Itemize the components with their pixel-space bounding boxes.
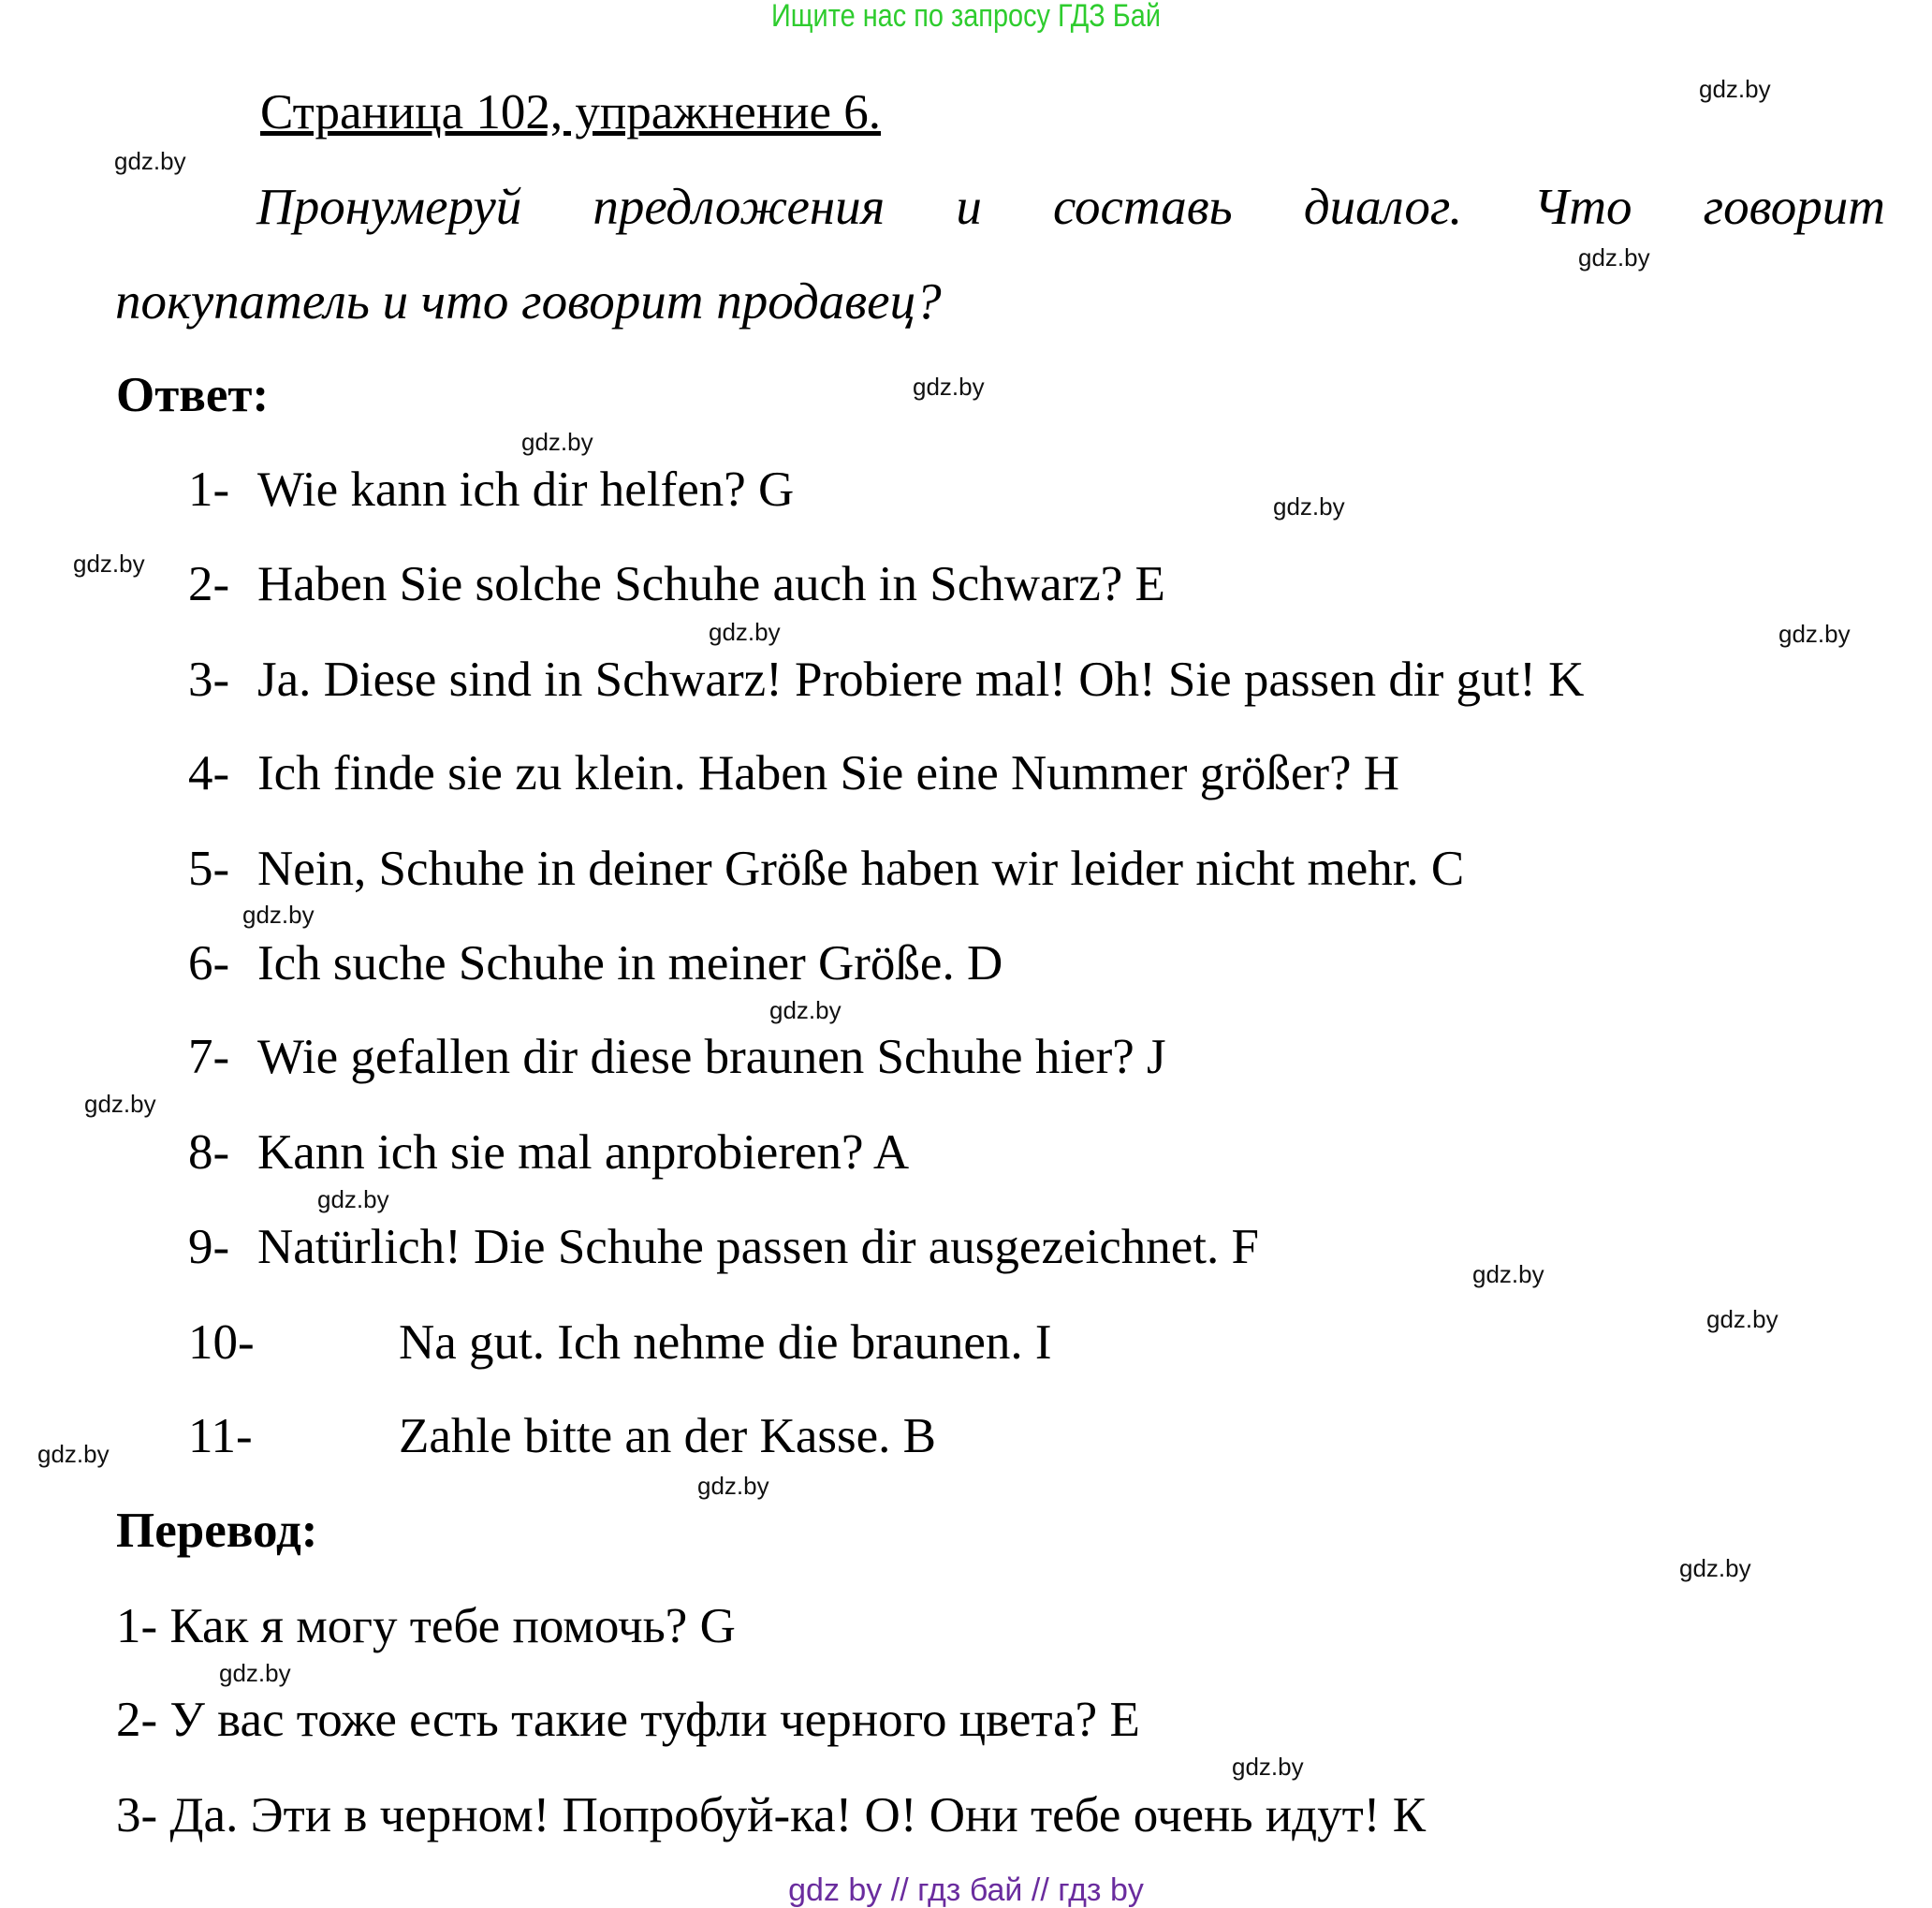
item-text: Na gut. Ich nehme die braunen. I (399, 1315, 1052, 1370)
watermark: gdz.by (1778, 620, 1851, 648)
watermark: gdz.by (697, 1472, 769, 1500)
watermark: gdz.by (114, 147, 186, 175)
item-number: 6- (188, 936, 230, 991)
item-number: 10- (188, 1315, 255, 1370)
watermark: gdz.by (219, 1659, 291, 1687)
watermark: gdz.by (242, 901, 315, 929)
watermark: gdz.by (1472, 1260, 1544, 1288)
watermark: gdz.by (1232, 1753, 1304, 1781)
item-text: Wie kann ich dir helfen? G (257, 462, 795, 517)
watermark: gdz.by (913, 373, 985, 401)
item-number: 11- (188, 1409, 253, 1463)
watermark: gdz.by (317, 1185, 389, 1213)
item-text: Kann ich sie mal anprobieren? A (257, 1125, 910, 1180)
watermark: gdz.by (1699, 75, 1771, 103)
watermark: gdz.by (709, 618, 781, 646)
item-text: Wie gefallen dir diese braunen Schuhe hier? J (257, 1030, 1166, 1084)
translation-heading: Перевод: (116, 1504, 318, 1558)
watermark: gdz.by (1679, 1554, 1751, 1582)
translation-item: 2- У вас тоже есть такие туфли черного цвета? E (116, 1693, 1140, 1747)
item-text: Ich suche Schuhe in meiner Größe. D (257, 936, 1003, 991)
footer-links[interactable]: gdz by // гдз бай // гдз by (788, 1872, 1144, 1908)
search-banner: Ищите нас по запросу ГДЗ Бай (771, 0, 1161, 34)
item-number: 1- (188, 462, 230, 517)
item-text: Natürlich! Die Schuhe passen dir ausgezeichnet. F (257, 1220, 1259, 1274)
item-number: 7- (188, 1030, 230, 1084)
watermark: gdz.by (84, 1090, 156, 1118)
item-number: 9- (188, 1220, 230, 1274)
item-text: Ich finde sie zu klein. Haben Sie eine Nummer größer? H (257, 746, 1400, 800)
item-number: 3- (188, 653, 230, 707)
item-number: 8- (188, 1125, 230, 1180)
item-number: 5- (188, 842, 230, 896)
task-text-line-2: покупатель и что говорит продавец? (115, 272, 942, 330)
item-number: 2- (188, 557, 230, 611)
page-title: Страница 102, упражнение 6. (260, 85, 881, 139)
item-number: 4- (188, 746, 230, 800)
task-text-line-1: Пронумеруй предложения и составь диалог. Что говорит (256, 178, 1885, 235)
watermark: gdz.by (769, 996, 842, 1024)
item-text: Nein, Schuhe in deiner Größe haben wir leider nicht mehr. C (257, 842, 1465, 896)
watermark: gdz.by (73, 550, 145, 578)
item-text: Haben Sie solche Schuhe auch in Schwarz? E (257, 557, 1165, 611)
watermark: gdz.by (521, 428, 593, 456)
translation-item: 3- Да. Эти в черном! Попробуй-ка! О! Они тебе очень идут! К (116, 1788, 1427, 1842)
item-text: Zahle bitte an der Kasse. B (399, 1409, 936, 1463)
watermark: gdz.by (1273, 492, 1345, 521)
watermark: gdz.by (37, 1440, 110, 1468)
watermark: gdz.by (1706, 1305, 1778, 1333)
answer-heading: Ответ: (116, 368, 270, 422)
watermark: gdz.by (1578, 243, 1650, 272)
translation-item: 1- Как я могу тебе помочь? G (116, 1599, 736, 1653)
item-text: Ja. Diese sind in Schwarz! Probiere mal! Oh! Sie passen dir gut! K (257, 653, 1585, 707)
